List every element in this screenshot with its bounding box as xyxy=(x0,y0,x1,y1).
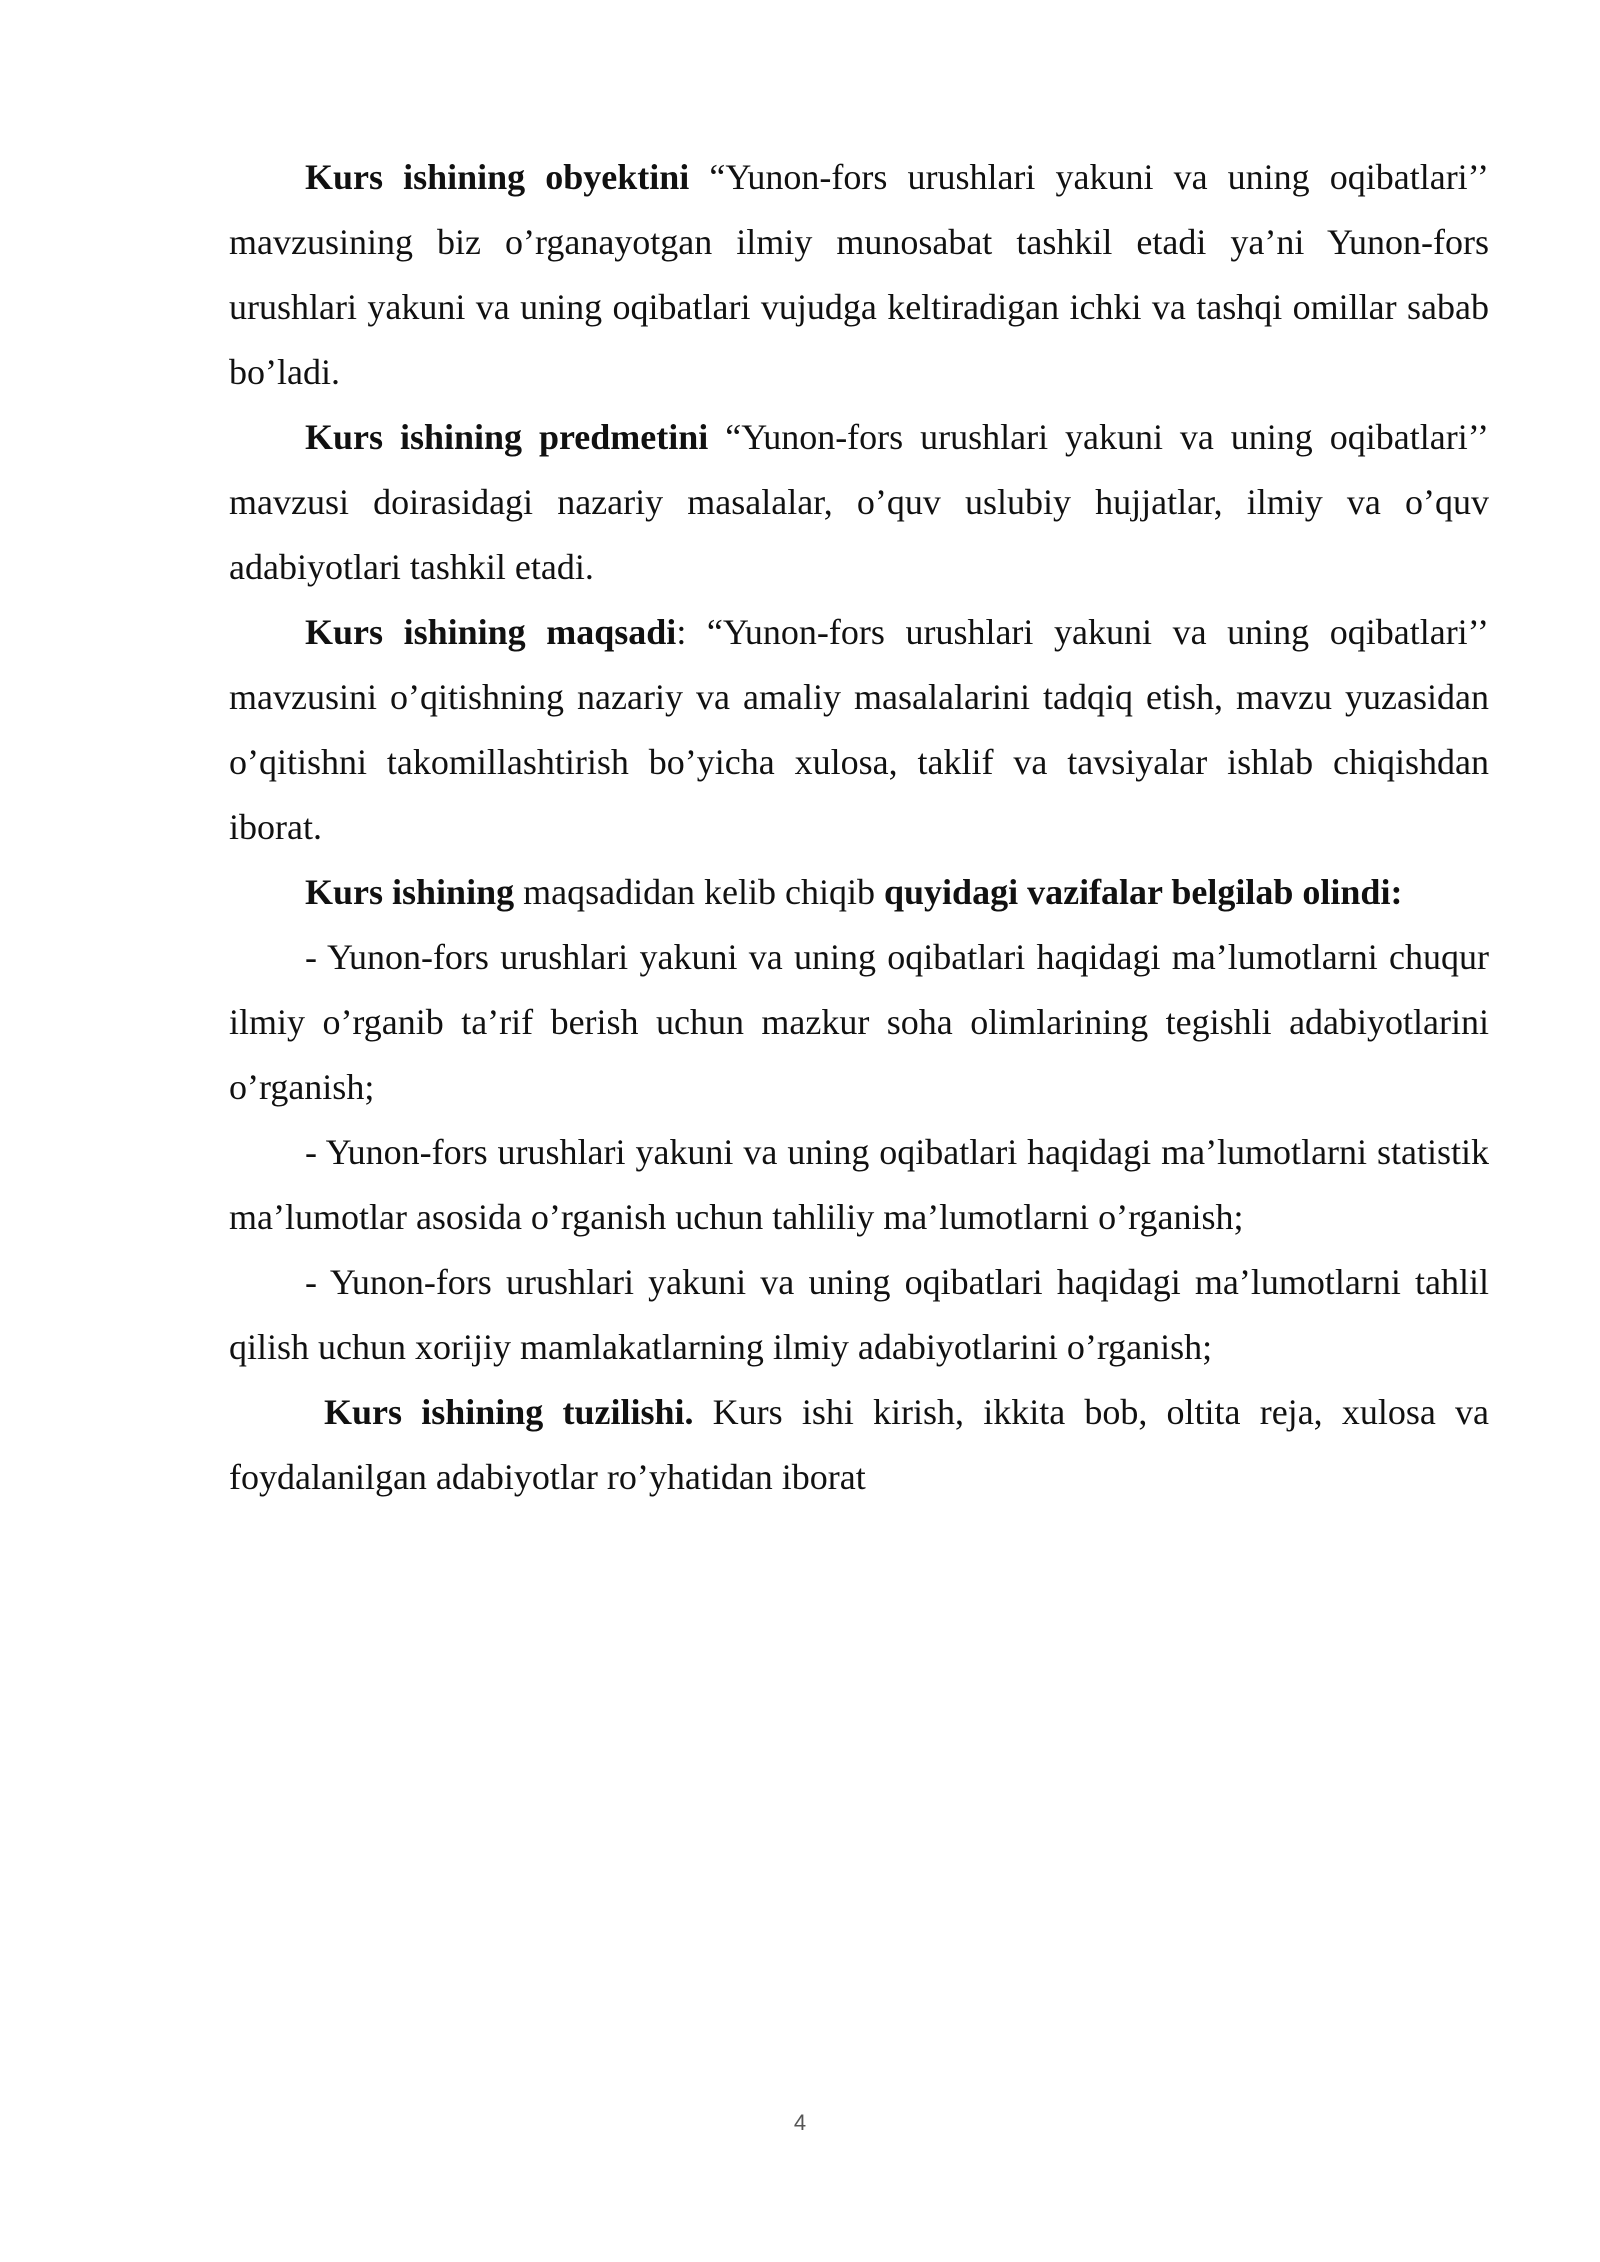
task-text: - Yunon-fors urushlari yakuni va uning oqibatlari haqidagi ma’lumotlarni chuqur ilmiy o’rganib ta’rif berish uchun mazkur soha olimlarining tegishli adabiyotlarini o’rganish; xyxy=(229,937,1489,1107)
paragraph-goal xyxy=(229,600,1489,860)
task-text: - Yunon-fors urushlari yakuni va uning oqibatlari haqidagi ma’lumotlarni tahlil qilish uchun xorijiy mamlakatlarning ilmiy adabiyotlarini o’rganish; xyxy=(229,1262,1489,1367)
paragraph-heading: Kurs ishining xyxy=(305,872,515,912)
paragraph-subject xyxy=(229,405,1489,600)
paragraph-text: Kurs ishi kirish, ikkita bob, oltita reja, xulosa va foydalanilgan adabiyotlar ro’yhatidan iborat xyxy=(229,1392,1489,1497)
paragraph-heading: Kurs ishining predmetini xyxy=(305,417,709,457)
task-text: - Yunon-fors urushlari yakuni va uning oqibatlari haqidagi ma’lumotlarni statistik ma’lumotlar asosida o’rganish uchun tahliliy ma’lumotlarni o’rganish; xyxy=(229,1132,1489,1237)
paragraph-heading: Kurs ishining tuzilishi. xyxy=(324,1392,694,1432)
paragraph-text: “Yunon-fors urushlari yakuni va uning oqibatlari’’ mavzusi doirasidagi nazariy masalalar, o’quv uslubiy hujjatlar, ilmiy va o’quv adabiyotlari tashkil etadi. xyxy=(229,417,1489,587)
paragraph-text: maqsadidan kelib chiqib xyxy=(514,872,885,912)
paragraph-structure xyxy=(229,1380,1489,1510)
paragraph-heading: Kurs ishining obyektini xyxy=(305,157,690,197)
task-item-1 xyxy=(229,925,1489,1120)
paragraph-tasks-intro xyxy=(229,860,1489,925)
paragraph-object xyxy=(229,145,1489,405)
paragraph-text: “Yunon-fors urushlari yakuni va uning oqibatlari’’ mavzusining biz o’rganayotgan ilmiy munosabat tashkil etadi ya’ni Yunon-fors urushlari yakuni va uning oqibatlari vujudga keltiradigan ichki va tashqi omillar sabab bo’ladi. xyxy=(229,157,1489,392)
document-page xyxy=(229,145,1489,1510)
paragraph-heading: Kurs ishining maqsadi xyxy=(305,612,677,652)
paragraph-heading-2: quyidagi vazifalar belgilab olindi: xyxy=(884,872,1403,912)
task-item-2 xyxy=(229,1120,1489,1250)
page-number: 4 xyxy=(793,2110,807,2135)
task-item-3 xyxy=(229,1250,1489,1380)
paragraph-text: : “Yunon-fors urushlari yakuni va uning oqibatlari’’ mavzusini o’qitishning nazariy va amaliy masalalarini tadqiq etish, mavzu yuzasidan o’qitishni takomillashtirish bo’yicha xulosa, taklif va tavsiyalar ishlab chiqishdan iborat. xyxy=(229,612,1489,847)
